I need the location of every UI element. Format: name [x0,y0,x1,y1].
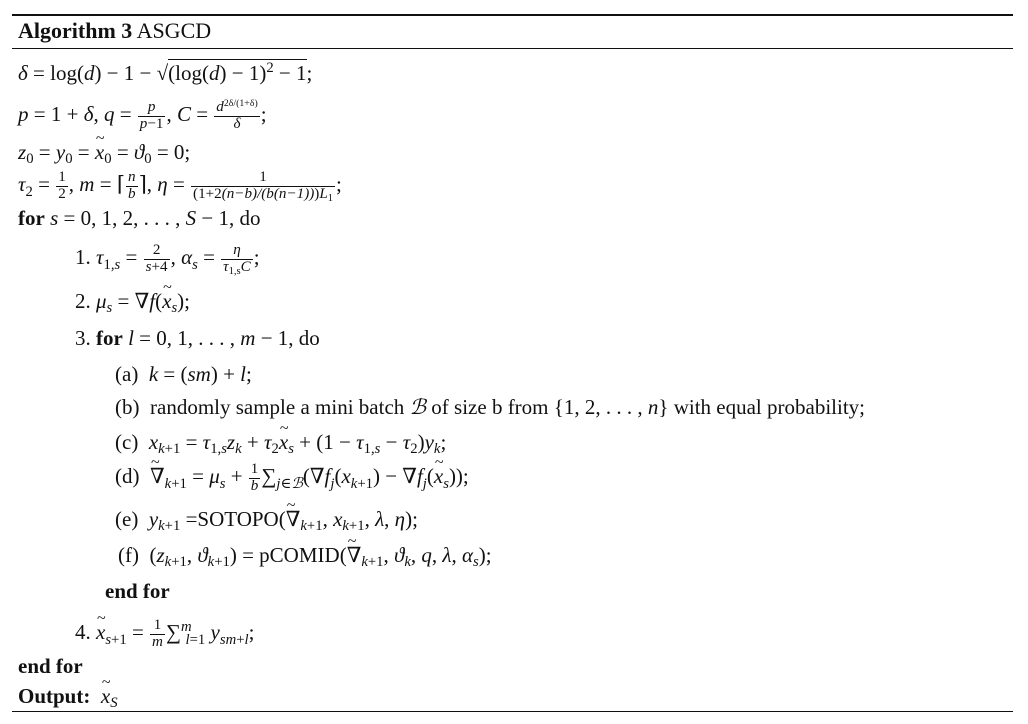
output-line: Output: ~ $x_S$ [18,683,118,709]
do-keyword: do [239,206,261,230]
step-1-label: 1. [75,245,91,270]
step-b-prefix: randomly sample a mini batch [150,395,405,419]
sotopo-label: SOTOPO [197,507,279,531]
algorithm-label: Algorithm 3 [18,18,133,43]
step-2-label: 2. [75,289,91,313]
inner-for-keyword: for [96,326,123,350]
step-b-suffix: with equal probability; [673,395,865,419]
init-delta: $\delta = \log(d) - 1 - √(\log(d) - 1)^2 - 1$; [18,59,313,85]
step-4: 4. ~ $x_{s+1}$ = $\frac{1}{m}$ ∑$^m_{l=1}$ $y_{sm+l}$; [75,618,254,651]
step-1: 1. $\tau_{1,s}$ = $\frac{2}{s+4}$ , $\alpha_s$ = $\frac{\eta}{\tau_{1,s}C}$ ; [75,242,260,278]
inner-do-keyword: do [298,326,320,350]
algorithm-name: ASGCD [136,18,212,43]
step-f: (f) ($z_{k+1}$, $ϑ_{k+1}$) = pCOMID(~ $\nabla_{k+1}$, $ϑ_k$, q, λ, $\alpha_s$); [118,542,492,568]
step-a: (a) k = (sm) + l; [115,362,252,386]
step-3: 3. for l = 0, 1, . . . , m − 1, do [75,326,320,350]
algorithm-title [18,18,211,44]
pcomid-label: pCOMID [259,543,340,567]
inner-end-for: end for [105,579,170,603]
header-rule [12,48,1013,49]
step-b-mid: of size b from [431,395,549,419]
step-e: (e) $y_{k+1}$ =SOTOPO(~ $\nabla_{k+1}$, $x_{k+1}$, λ, η); [115,506,418,532]
step-f-label: (f) [118,543,139,567]
step-e-label: (e) [115,507,139,531]
output-keyword: Output: [18,684,91,708]
init-p-q-c: p = 1 + δ, q = $\frac{p}{p-1}$ , C = $\frac{d^{2\delta/(1+\delta)}}{\delta}$ ; [18,97,267,132]
step-d: (d) ~ $\nabla_{k+1} = \mu_s$ + $\frac{1}{b}$ $\sum_{j\in ℬ}(\nabla f_j(x_{k+1})$ − $\nabla f_j(\sim$ $x_s$)); [115,462,469,495]
step-b-label: (b) [115,395,140,419]
outer-end-for: end for [18,654,83,678]
step-4-label: 4. [75,620,91,645]
step-2: 2. $\mu_s$ = ∇f(~ $x_s$); [75,288,190,314]
for-keyword: for [18,206,45,230]
top-rule [12,14,1013,16]
init-z-y-x: $z_0 = y_0$ = ~ $x_0 = ϑ_0 = 0$; [18,139,190,165]
step-b: (b) randomly sample a mini batch ℬ of size b from {1, 2, . . . , n} with equal probability; [115,395,865,419]
step-d-label: (d) [115,464,140,489]
step-c: (c) $x_{k+1} = \tau_{1,s}z_k$ + $\tau_2\sim$ $x_s + (1 - \tau_{1,s} - \tau_2)y_k$; [115,429,446,455]
step-3-label: 3. [75,326,91,350]
step-a-label: (a) [115,362,139,386]
init-tau-m-eta: $\tau_2$ = $\frac{1}{2}$ , m = ⌈ $\frac{n}{b}$ ⌉, η = $\frac{1}{(1+2(n-b)/(b(n-1)))L_1}$ ; [18,169,342,205]
step-c-label: (c) [115,430,139,454]
outer-for-line: for s = 0, 1, 2, . . . , S − 1, do [18,206,261,230]
bottom-rule [12,711,1013,712]
